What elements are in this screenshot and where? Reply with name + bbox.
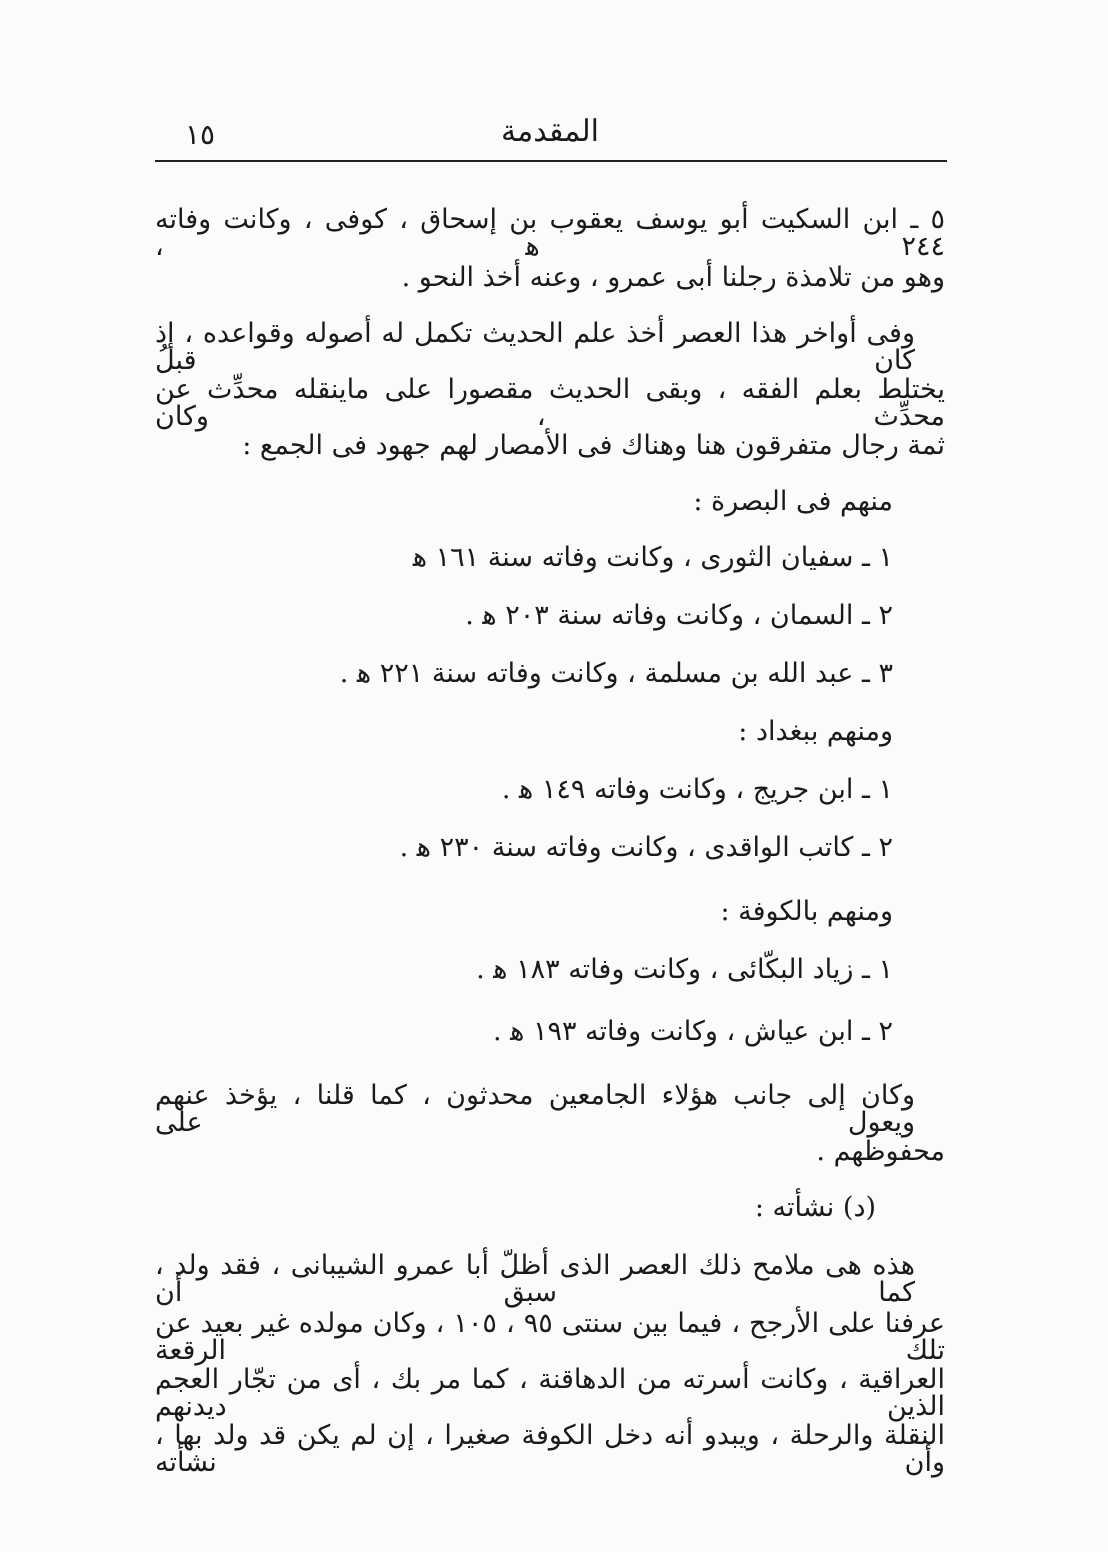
header-rule (155, 160, 947, 162)
text-line: محفوظهم . (816, 1136, 945, 1167)
list-item: ١ ـ ابن جريج ، وكانت وفاته ١٤٩ ﻫ . (501, 774, 893, 805)
section-heading: ومنهم ببغداد : (738, 716, 893, 747)
text-line: العراقية ، وكانت أسرته من الدهاقنة ، كما مر بك ، أى من تجّار العجم الذين ديدنهم (155, 1364, 945, 1422)
subsection-heading: (د) نشأته : (754, 1192, 876, 1223)
text-line: وفى أواخر هذا العصر أخذ علم الحديث تكمل له أصوله وقواعده ، إذ كان قبلُ (155, 318, 915, 376)
text-line: وكان إلى جانب هؤلاء الجامعين محدثون ، كما قلنا ، يؤخذ عنهم ويعول على (155, 1080, 915, 1138)
section-heading: ومنهم بالكوفة : (720, 896, 893, 927)
page-header (155, 108, 945, 158)
text-line: ثمة رجال متفرقون هنا وهناك فى الأمصار لهم جهود فى الجمع : (242, 430, 945, 461)
text-line: وهو من تلامذة رجلنا أبى عمرو ، وعنه أخذ النحو . (401, 262, 945, 293)
chapter-title: المقدمة (501, 114, 599, 149)
list-item: ٢ ـ كاتب الواقدى ، وكانت وفاته سنة ٢٣٠ ﻫ . (399, 832, 893, 863)
text-line: ٥ ـ ابن السكيت أبو يوسف يعقوب بن إسحاق ، كوفى ، وكانت وفاته ٢٤٤ ﻫ ، (155, 204, 945, 262)
list-item: ٢ ـ السمان ، وكانت وفاته سنة ٢٠٣ ﻫ . (465, 600, 893, 631)
text-line: هذه هى ملامح ذلك العصر الذى أظلّ أبا عمرو الشيبانى ، فقد ولد ، كما سبق أن (155, 1250, 915, 1308)
text-line: عرفنا على الأرجح ، فيما بين سنتى ٩٥ ، ١٠٥ ، وكان مولده غير بعيد عن تلك الرقعة (155, 1308, 945, 1366)
list-item: ٢ ـ ابن عياش ، وكانت وفاته ١٩٣ ﻫ . (492, 1016, 893, 1047)
page-number: ١٥ (185, 118, 216, 151)
text-line: يختلط بعلم الفقه ، وبقى الحديث مقصورا على ماينقله محدِّث عن محدِّث ، وكان (155, 374, 945, 432)
section-heading: منهم فى البصرة : (693, 486, 893, 517)
list-item: ١ ـ سفيان الثورى ، وكانت وفاته سنة ١٦١ ﻫ (412, 542, 893, 573)
text-line: النقلة والرحلة ، ويبدو أنه دخل الكوفة صغيرا ، إن لم يكن قد ولد بها ، وأن نشأته (155, 1420, 945, 1478)
list-item: ٣ ـ عبد الله بن مسلمة ، وكانت وفاته سنة ٢٢١ ﻫ . (339, 658, 893, 689)
list-item: ١ ـ زياد البكّائى ، وكانت وفاته ١٨٣ ﻫ . (476, 954, 893, 985)
